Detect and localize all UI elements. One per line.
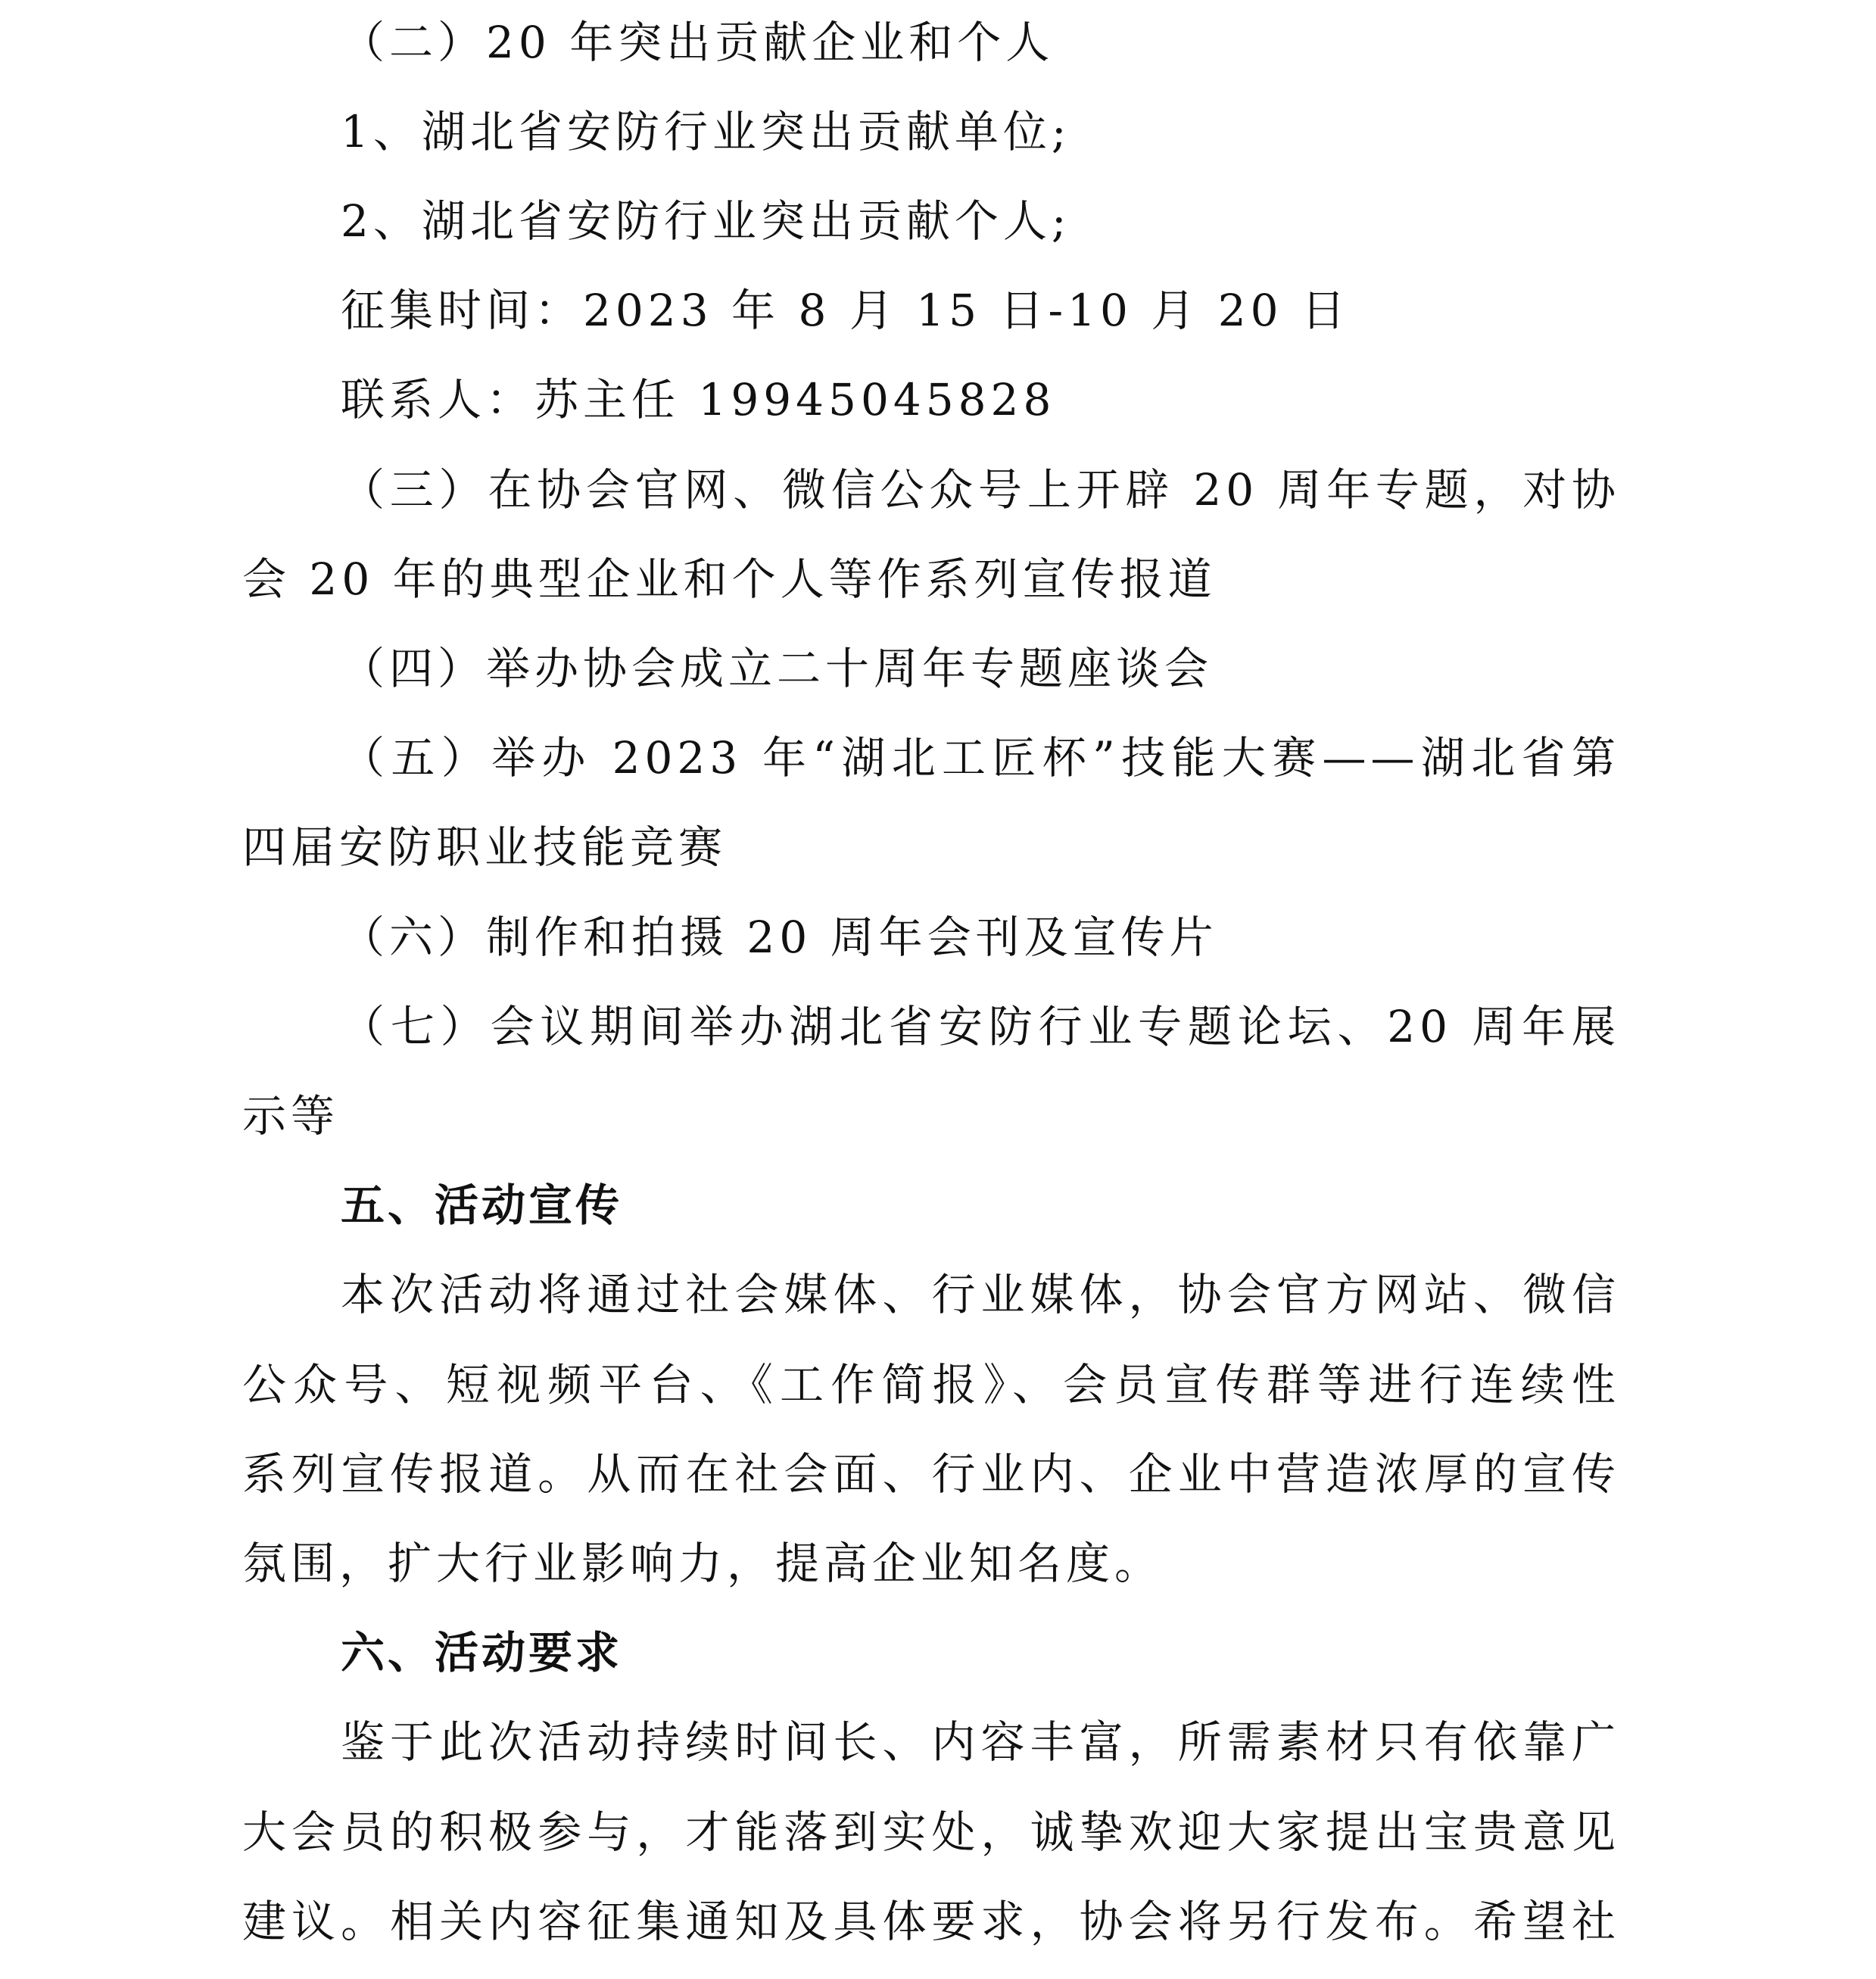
- promotion-paragraph-line1: 本次活动将通过社会媒体、行业媒体，协会官方网站、微信: [341, 1269, 1620, 1320]
- section-item-seven-line2: 示等: [242, 1090, 340, 1142]
- section-item-two: （二）20 年突出贡献企业和个人: [341, 17, 1055, 68]
- promotion-paragraph-line4: 氛围，扩大行业影响力，提高企业知名度。: [242, 1538, 1164, 1589]
- section-item-three-line2: 会 20 年的典型企业和个人等作系列宣传报道: [242, 553, 1217, 605]
- promotion-paragraph-line3: 系列宣传报道。从而在社会面、行业内、企业中营造浓厚的宣传: [242, 1448, 1620, 1500]
- requirements-paragraph-line3: 建议。相关内容征集通知及具体要求，协会将另行发布。希望社: [242, 1896, 1620, 1947]
- section-item-five-line2: 四届安防职业技能竞赛: [242, 821, 728, 873]
- section-item-four: （四）举办协会成立二十周年专题座谈会: [341, 643, 1214, 694]
- heading-activity-requirements: 六、活动要求: [341, 1627, 623, 1678]
- promotion-paragraph-line2: 公众号、短视频平台、《工作简报》、会员宣传群等进行连续性: [242, 1359, 1620, 1410]
- section-item-three-line1: （三）在协会官网、微信公众号上开辟 20 周年专题，对协: [341, 464, 1620, 516]
- heading-activity-promotion: 五、活动宣传: [341, 1180, 623, 1231]
- section-item-six: （六）制作和拍摄 20 周年会刊及宣传片: [341, 912, 1218, 963]
- list-item-individual: 2、湖北省安防行业突出贡献个人;: [341, 195, 1071, 247]
- section-item-five-line1: （五）举办 2023 年“湖北工匠杯”技能大赛——湖北省第: [341, 732, 1620, 784]
- collection-time: 征集时间：2023 年 8 月 15 日-10 月 20 日: [341, 285, 1351, 336]
- requirements-paragraph-line1: 鉴于此次活动持续时间长、内容丰富，所需素材只有依靠广: [341, 1716, 1620, 1768]
- requirements-paragraph-line2: 大会员的积极参与，才能落到实处，诚挚欢迎大家提出宝贵意见: [242, 1806, 1620, 1858]
- contact-person: 联系人：苏主任 19945045828: [341, 374, 1056, 425]
- list-item-unit: 1、湖北省安防行业突出贡献单位;: [341, 106, 1071, 157]
- section-item-seven-line1: （七）会议期间举办湖北省安防行业专题论坛、20 周年展: [341, 1001, 1620, 1052]
